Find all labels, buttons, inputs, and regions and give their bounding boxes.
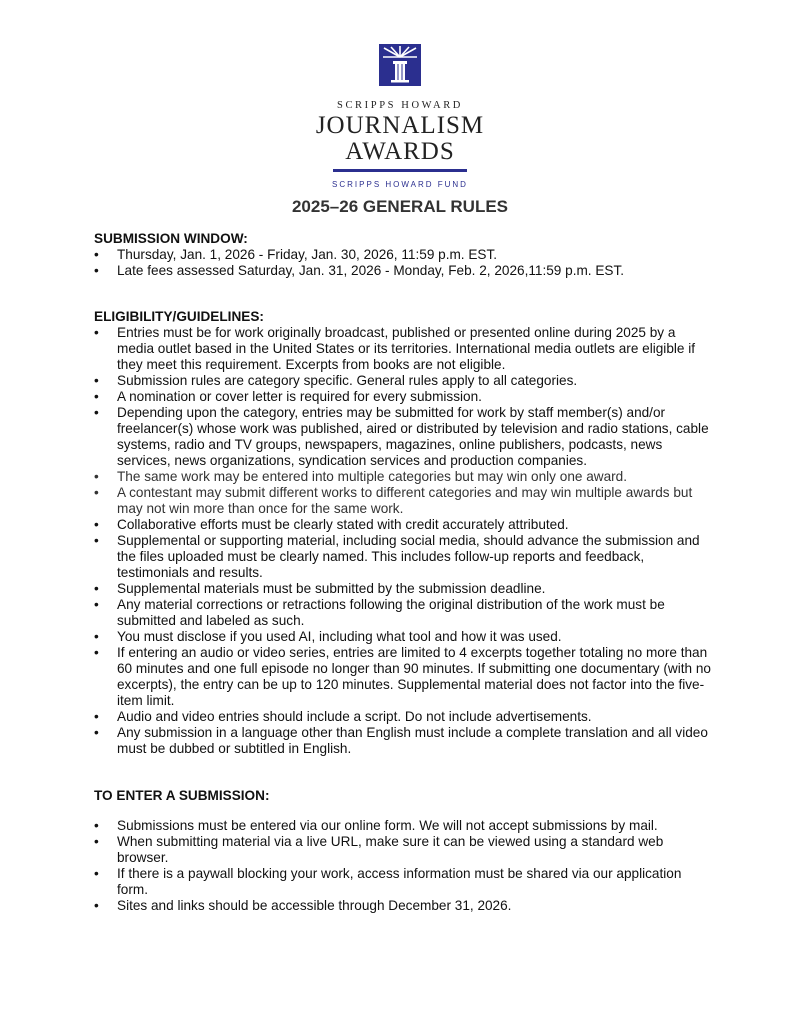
page-title: 2025–26 GENERAL RULES <box>291 197 509 216</box>
scripps-howard-logo <box>0 44 800 190</box>
brand-line-journalism: JOURNALISM <box>315 112 485 139</box>
list-item: • Late fees assessed Saturday, Jan. 31, 2026 - Monday, Feb. 2, 2026,11:59 p.m. EST. <box>94 263 714 279</box>
rules-content <box>94 231 714 914</box>
list-item: • If entering an audio or video series, entries are limited to 4 excerpts together totaling no more than 60 minutes and one full episode no longer than 90 minutes. If submitting one documentary (with no excerpts), the entry can be up to 120 minutes. Supplemental material does not factor into the five-item limit. <box>94 645 714 709</box>
list-item: • If there is a paywall blocking your work, access information must be shared via our application form. <box>94 866 714 898</box>
list-item: • Any submission in a language other than English must include a complete translation and all video must be dubbed or subtitled in English. <box>94 725 714 757</box>
submission-window-list <box>94 247 714 279</box>
list-item: • You must disclose if you used AI, including what tool and how it was used. <box>94 629 714 645</box>
list-item: • The same work may be entered into multiple categories but may win only one award. <box>94 469 714 485</box>
brand-line-scripps-howard: SCRIPPS HOWARD <box>337 100 463 111</box>
list-item: • A nomination or cover letter is required for every submission. <box>94 389 714 405</box>
section-heading-submission-window: SUBMISSION WINDOW: <box>94 231 248 246</box>
list-item: • Collaborative efforts must be clearly stated with credit accurately attributed. <box>94 517 714 533</box>
brand-fund-line: SCRIPPS HOWARD FUND <box>332 180 468 189</box>
section-heading-eligibility: ELIGIBILITY/GUIDELINES: <box>94 309 264 324</box>
section-spacer <box>94 757 714 787</box>
lighthouse-emblem-icon <box>379 44 421 86</box>
list-item: • Audio and video entries should include a script. Do not include advertisements. <box>94 709 714 725</box>
list-item: • When submitting material via a live URL, make sure it can be viewed using a standard web browser. <box>94 834 714 866</box>
list-item: • Submission rules are category specific. General rules apply to all categories. <box>94 373 714 389</box>
list-item: • Depending upon the category, entries may be submitted for work by staff member(s) and/or freelancer(s) whose work was published, aired or distributed by television and radio stations, cable systems, radio and TV groups, newspapers, magazines, online publishers, podcasts, news services, news organizations, syndication services and production companies. <box>94 405 714 469</box>
list-item: • Sites and links should be accessible through December 31, 2026. <box>94 898 714 914</box>
list-item: • A contestant may submit different works to different categories and may win multiple awards but may not win more than once for the same work. <box>94 485 714 517</box>
eligibility-list <box>94 325 714 757</box>
list-item: • Supplemental or supporting material, including social media, should advance the submission and the files uploaded must be clearly named. This includes follow-up reports and feedback, testimonials and results. <box>94 533 714 581</box>
brand-divider <box>333 169 467 172</box>
list-item: • Submissions must be entered via our online form. We will not accept submissions by mail. <box>94 818 714 834</box>
section-heading-to-enter: TO ENTER A SUBMISSION: <box>94 788 270 803</box>
list-item: • Any material corrections or retractions following the original distribution of the work must be submitted and labeled as such. <box>94 597 714 629</box>
heading-spacer <box>94 804 714 818</box>
list-item: • Entries must be for work originally broadcast, published or presented online during 2025 by a media outlet based in the United States or its territories. International media outlets are eligible if they meet this requirement. Excerpts from books are not eligible. <box>94 325 714 373</box>
brand-line-awards: AWARDS <box>345 138 455 165</box>
section-spacer <box>94 279 714 309</box>
list-item: • Thursday, Jan. 1, 2026 - Friday, Jan. 30, 2026, 11:59 p.m. EST. <box>94 247 714 263</box>
to-enter-list <box>94 818 714 914</box>
list-item: • Supplemental materials must be submitted by the submission deadline. <box>94 581 714 597</box>
